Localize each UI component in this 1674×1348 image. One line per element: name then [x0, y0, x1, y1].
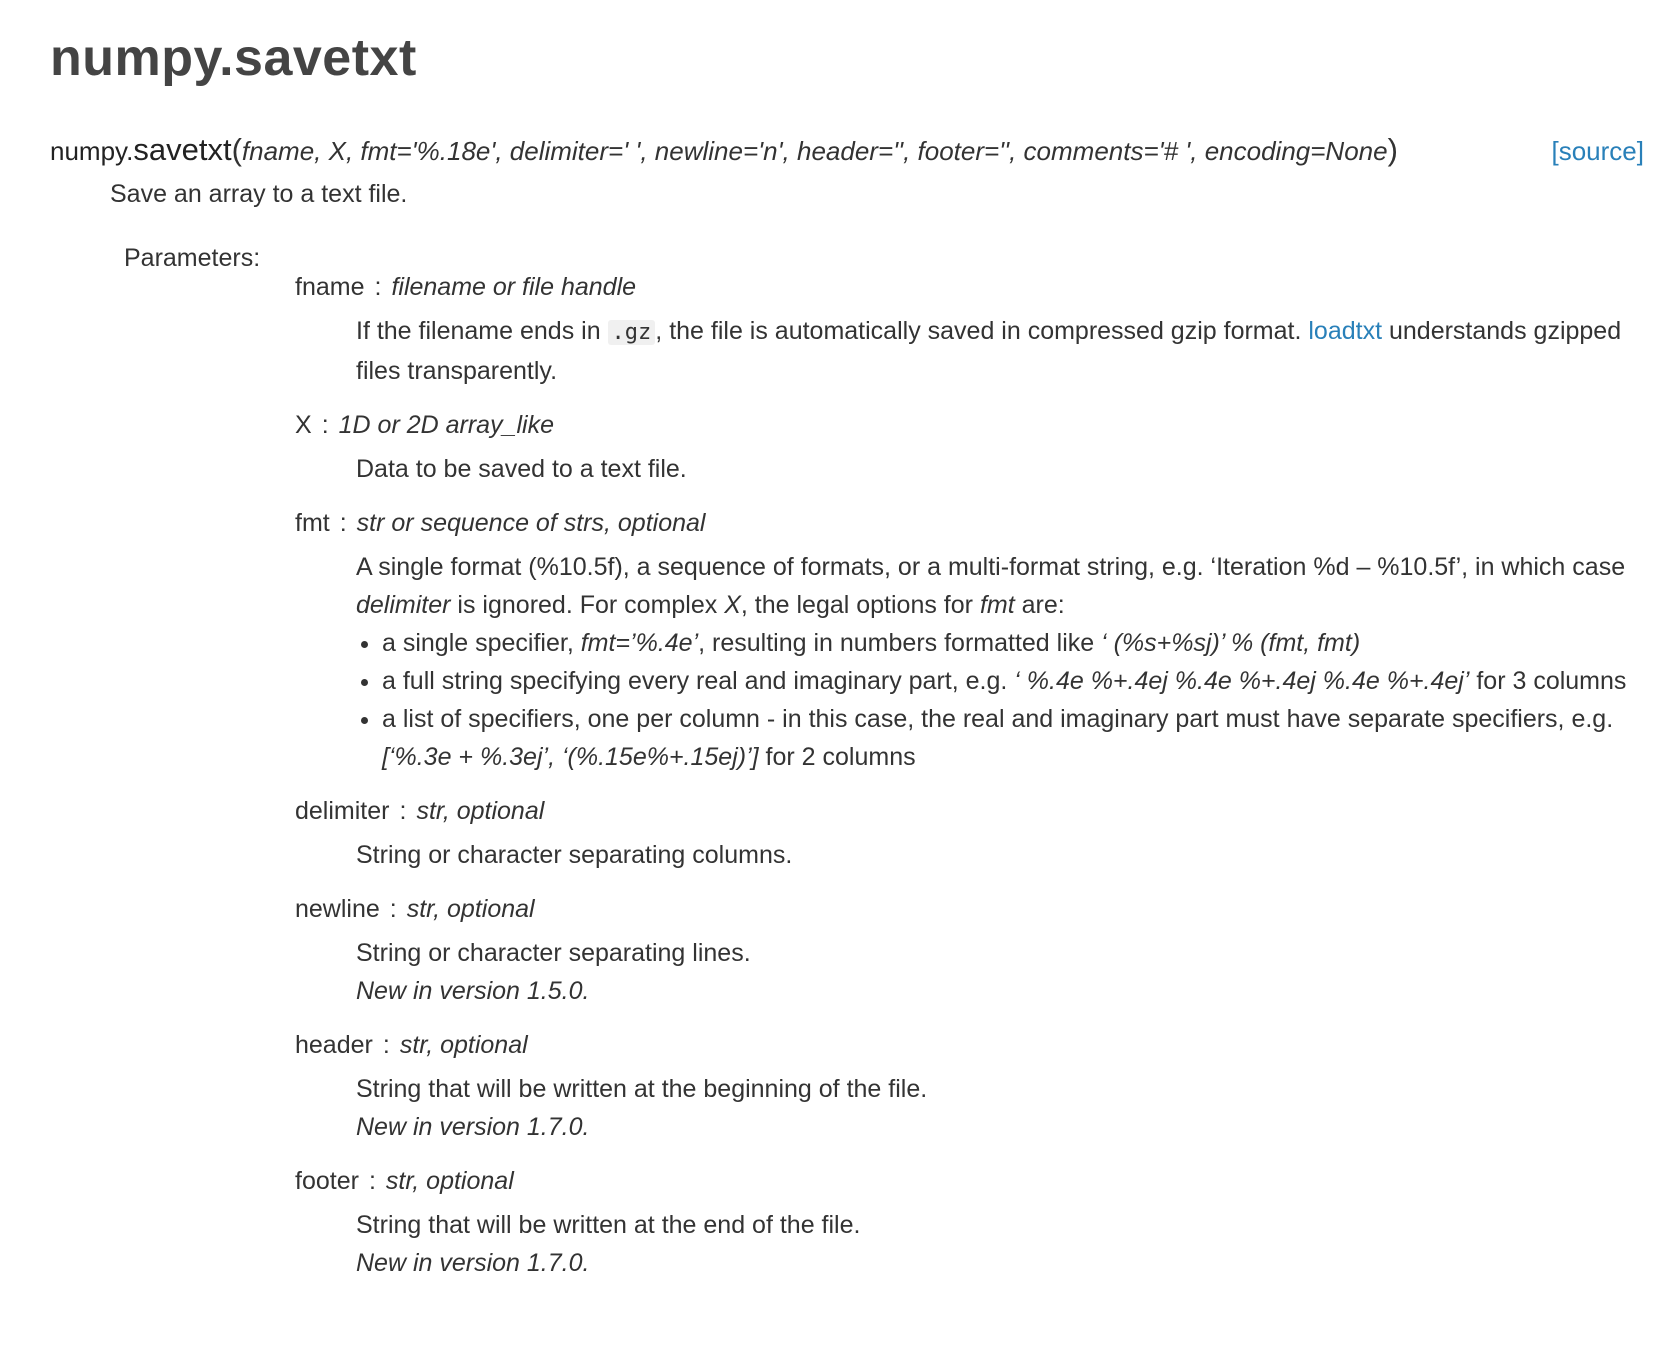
- parameters-label: Parameters:: [124, 244, 261, 272]
- param-name: header: [295, 1031, 373, 1059]
- emphasis-text: fmt=’%.4e’: [580, 629, 699, 657]
- text-segment: , resulting in numbers formatted like: [698, 629, 1102, 657]
- param-text: [356, 934, 1655, 972]
- param-text: [356, 1206, 1655, 1244]
- inline-code: .gz: [608, 320, 656, 345]
- list-item: [382, 662, 1655, 700]
- text-segment: is ignored. For complex: [450, 591, 725, 619]
- parameters-list: [295, 268, 1655, 1298]
- text-segment: for 2 columns: [758, 743, 916, 771]
- version-note: New in version 1.5.0.: [356, 977, 590, 1005]
- param-type: str, optional: [406, 895, 535, 923]
- param-name: X: [295, 411, 312, 439]
- signature-module: numpy.: [50, 136, 134, 166]
- text-segment: A single format (%10.5f), a sequence of formats, or a multi-format string, e.g. ‘Iteration %d – %10.5f’, in which case: [356, 553, 1626, 581]
- param-description: [356, 934, 1655, 1010]
- param-description: [356, 1070, 1655, 1146]
- param-header: [295, 1026, 1655, 1064]
- signature-args: fname, X, fmt='%.18e', delimiter=' ', newline='n', header='', footer='', comments='# ', encoding=None: [241, 136, 1388, 166]
- text-segment: String or character separating columns.: [356, 841, 793, 869]
- param-fmt: [295, 504, 1655, 542]
- loadtxt-link[interactable]: loadtxt: [1308, 317, 1383, 345]
- param-type: filename or file handle: [391, 273, 637, 301]
- param-separator: :: [339, 509, 347, 537]
- signature-name: savetxt: [133, 132, 232, 167]
- text-segment: If the filename ends in: [356, 317, 608, 345]
- text-segment: a full string specifying every real and imaginary part, e.g.: [382, 667, 1015, 695]
- param-name: delimiter: [295, 797, 390, 825]
- text-segment: a single specifier,: [382, 629, 581, 657]
- param-separator: :: [399, 797, 407, 825]
- text-segment: String or character separating lines.: [356, 939, 751, 967]
- text-segment: understands gzipped files transparently.: [356, 317, 1622, 385]
- signature-close-paren: ): [1387, 132, 1398, 167]
- emphasis-text: [‘%.3e + %.3ej’, ‘(%.15e%+.15ej)’]: [382, 743, 759, 771]
- param-separator: :: [321, 411, 329, 439]
- param-x: [295, 406, 1655, 444]
- param-name: fmt: [295, 509, 330, 537]
- text-segment: are:: [1014, 591, 1065, 619]
- param-name: newline: [295, 895, 380, 923]
- text-segment: , the legal options for: [740, 591, 980, 619]
- param-delimiter: [295, 792, 1655, 830]
- source-link[interactable]: [source]: [1551, 136, 1644, 166]
- fmt-options-list: [356, 624, 1655, 776]
- list-item: [382, 700, 1655, 776]
- param-description: [356, 312, 1655, 390]
- param-text: [356, 450, 1655, 488]
- param-description: [356, 548, 1655, 776]
- param-newline: [295, 890, 1655, 928]
- param-text: [356, 548, 1655, 624]
- param-type: str, optional: [399, 1031, 528, 1059]
- param-description: [356, 836, 1655, 874]
- summary: Save an array to a text file.: [110, 180, 408, 208]
- text-segment: String that will be written at the end of the file.: [356, 1211, 861, 1239]
- param-type: str or sequence of strs, optional: [356, 509, 706, 537]
- param-text: [356, 836, 1655, 874]
- param-type: 1D or 2D array_like: [338, 411, 554, 439]
- emphasis-text: ‘ %.4e %+.4ej %.4e %+.4ej %.4e %+.4ej’: [1014, 667, 1470, 695]
- emphasis-text: ‘ (%s+%sj)’ % (fmt, fmt): [1101, 629, 1361, 657]
- param-fname: [295, 268, 1655, 306]
- param-separator: :: [382, 1031, 390, 1059]
- param-description: [356, 450, 1655, 488]
- text-segment: String that will be written at the beginning of the file.: [356, 1075, 928, 1103]
- param-text: [356, 1070, 1655, 1108]
- param-type: str, optional: [385, 1167, 514, 1195]
- param-description: [356, 1206, 1655, 1282]
- param-name: fname: [295, 273, 365, 301]
- text-segment: , the file is automatically saved in compressed gzip format.: [655, 317, 1309, 345]
- param-type: str, optional: [416, 797, 545, 825]
- param-separator: :: [368, 1167, 376, 1195]
- signature-open-paren: (: [231, 132, 242, 167]
- version-note: New in version 1.7.0.: [356, 1113, 590, 1141]
- param-text: [356, 312, 1655, 390]
- text-segment: for 3 columns: [1469, 667, 1627, 695]
- param-footer: [295, 1162, 1655, 1200]
- version-note: New in version 1.7.0.: [356, 1249, 590, 1277]
- emphasis-text: X: [724, 591, 741, 619]
- emphasis-text: fmt: [979, 591, 1015, 619]
- text-segment: Data to be saved to a text file.: [356, 455, 687, 483]
- text-segment: a list of specifiers, one per column - in this case, the real and imaginary part must have separate specifiers, e.g.: [382, 705, 1614, 733]
- list-item: [382, 624, 1655, 662]
- page-title: numpy.savetxt: [50, 29, 417, 87]
- function-signature: [50, 132, 1660, 168]
- param-separator: :: [389, 895, 397, 923]
- emphasis-text: delimiter: [356, 591, 451, 619]
- param-separator: :: [374, 273, 382, 301]
- param-name: footer: [295, 1167, 359, 1195]
